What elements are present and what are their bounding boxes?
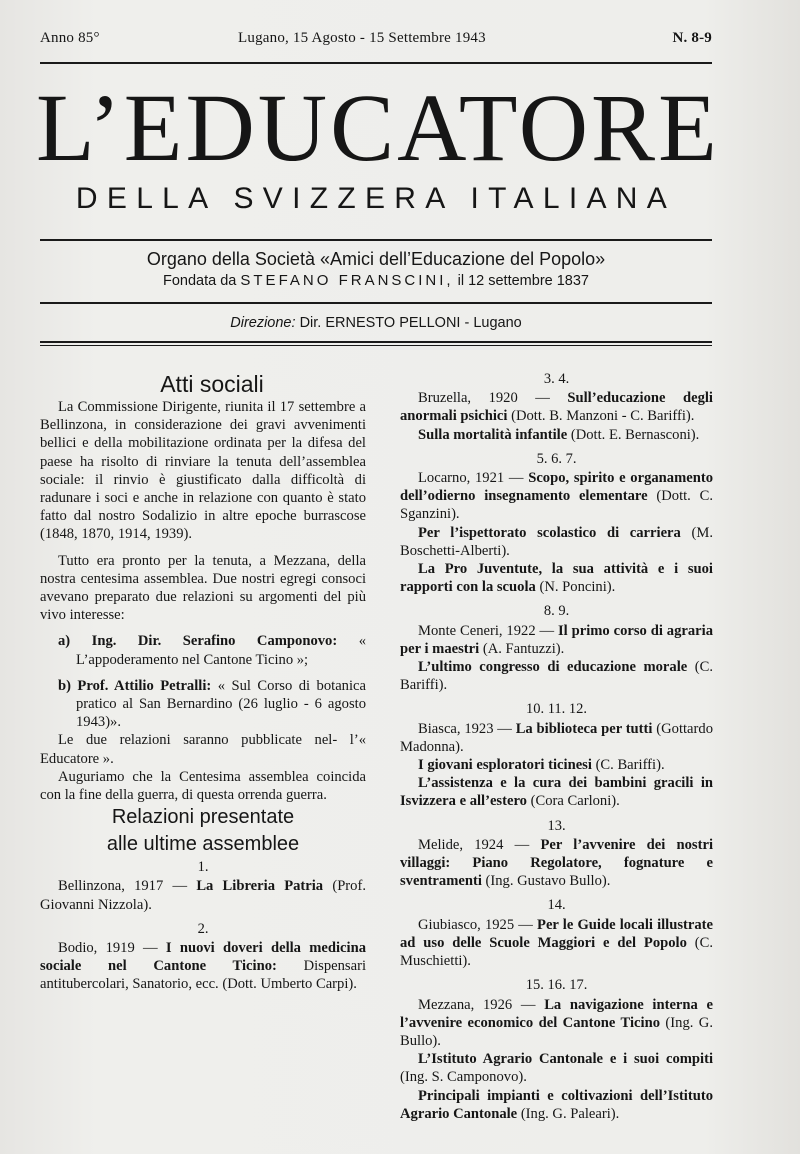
masthead-rule (40, 239, 712, 241)
entry-title: L’assistenza e la cura dei bambini gracili in Isvizzera e all’estero (400, 775, 713, 810)
organ-rule (40, 302, 712, 304)
entry-number: 1. (197, 859, 209, 876)
entry-author: (Cora Carloni). (530, 793, 620, 810)
entry-place: Biasca, 1923 — (418, 720, 512, 737)
entry-place: Bellinzona, 1917 — (58, 878, 188, 895)
masthead-title: L’EDUCATORE (36, 74, 720, 181)
entry-title: Principali impianti e coltivazioni dell’Istituto Agrario Cantonale (400, 1087, 713, 1122)
entry-11 (400, 756, 713, 774)
entry-author: (M. Boschetti-Alberti). (400, 524, 713, 559)
entry-number: 15. 16. 17. (525, 977, 588, 994)
atti-paragraph-3: Le due relazioni saranno pubblicate nel- l’« Educatore ». (40, 732, 366, 767)
entry-title: Per l’avvenire dei nostri villaggi: Piano Regolatore, fognature e sventramenti (400, 836, 713, 890)
top-rule (40, 62, 712, 64)
entry-place: Monte Ceneri, 1922 — (418, 622, 555, 639)
entry-author: (C. Bariffi). (400, 659, 713, 694)
entry-author: (Gottardo Madonna). (400, 720, 713, 755)
entry-author: (Dott. E. Bernasconi). (570, 426, 700, 443)
organ-line: Organo della Società «Amici dell’Educazione del Popolo» (146, 249, 606, 269)
founded-prefix: Fondata da (162, 273, 237, 289)
direzione-line (40, 315, 712, 331)
relazione-b-text: « Sul Corso di botanica pratico al San Bernardino (26 luglio - 6 agosto 1943)». (76, 677, 366, 731)
relazione-b-label: b) Prof. Attilio Petralli: (58, 677, 212, 694)
atti-sociali-heading: Atti sociali (160, 371, 264, 397)
entry-author: (Dott. B. Manzoni - C. Bariffi). (511, 408, 695, 425)
relazione-a-label: a) Ing. Dir. Serafino Camponovo: (58, 633, 338, 650)
entry-title: Il primo corso di agraria per i maestri (400, 622, 713, 657)
entry-title: I giovani esploratori ticinesi (418, 757, 592, 774)
entry-place: Bruzella, 1920 — (418, 390, 550, 407)
entry-6 (400, 524, 713, 560)
entry-number: 5. 6. 7. (536, 450, 577, 467)
atti-paragraph-1: La Commissione Dirigente, riunita il 17 settembre a Bellinzona, in considerazione dei gravi avvenimenti bellici e della mobilitazione ordinata per la difesa del paese ha risolto di rinviare la tenuta dell’assemblea sociale: il rinvio è giustificato dalla difficoltà di radunare i soci e anche in relazione con quanto è stato fatto dal nostro Sodalizio in altre epoche burrascose (1848, 1870, 1914, 1939). (40, 399, 366, 543)
entry-17 (400, 1087, 713, 1123)
entry-author: (N. Poncini). (539, 579, 616, 596)
entry-number: 13. (547, 817, 566, 834)
entry-12 (400, 774, 713, 810)
entry-author: (Ing. G. Bullo). (400, 1014, 713, 1049)
entry-number: 8. 9. (543, 603, 570, 620)
entry-details: Dispensari antitubercolari, Sanatorio, ecc. (Dott. Umberto Carpi). (40, 958, 366, 993)
atti-paragraph-2: Tutto era pronto per la tenuta, a Mezzana, della nostra centesima assemblea. Due nostri egregi consoci avevano preparato due relazioni su argomenti del più vivo interesse: (40, 552, 366, 624)
left-column (40, 370, 366, 994)
relazione-b (58, 677, 366, 732)
issue-number: N. 8-9 (672, 30, 712, 46)
entry-2 (40, 939, 366, 994)
entry-16 (400, 1050, 713, 1086)
entry-15 (400, 996, 713, 1051)
founded-line (40, 272, 712, 289)
relazione-a (58, 632, 366, 668)
issue-line (40, 30, 712, 50)
founder-name: STEFANO FRANSCINI, (240, 272, 454, 289)
entry-title: La Libreria Patria (196, 878, 324, 895)
entry-1 (40, 877, 366, 913)
entry-author: (Ing. S. Camponovo). (400, 1069, 527, 1086)
right-column (400, 370, 713, 1123)
relazioni-heading-line-2: alle ultime assemblee (106, 833, 300, 856)
masthead-subtitle: DELLA SVIZZERA ITALIANA (75, 182, 677, 215)
direzione-label: Direzione: (230, 315, 296, 331)
entry-author: (Dott. C. Sganzini). (400, 488, 714, 523)
founded-date: il 12 settembre 1837 (457, 273, 589, 289)
entry-7 (400, 560, 713, 596)
atti-paragraph-4: Auguriamo che la Centesima assemblea coincida con la fine della guerra, di questa orrenda guerra. (40, 768, 366, 804)
entry-10 (400, 720, 713, 756)
entry-number: 14. (547, 897, 566, 914)
entry-5 (400, 469, 713, 524)
relazioni-heading-line-1: Relazioni presentate (111, 806, 295, 829)
entry-author: (C. Bariffi). (595, 757, 665, 774)
entry-title: La biblioteca per tutti (515, 720, 653, 737)
double-rule-top (40, 341, 712, 343)
entry-number: 3. 4. (543, 371, 570, 387)
issue-year: Anno 85° (40, 30, 100, 46)
entry-title: Sulla mortalità infantile (418, 426, 568, 443)
entry-14 (400, 916, 713, 971)
entry-place: Bodio, 1919 — (58, 940, 158, 957)
entry-author: (Ing. G. Paleari). (520, 1105, 620, 1122)
entry-place: Giubiasco, 1925 — (418, 916, 533, 933)
entry-author: (A. Fantuzzi). (482, 640, 565, 657)
relazione-a-text: « L’appoderamento nel Cantone Ticino »; (76, 633, 366, 668)
entry-number: 10. 11. 12. (525, 701, 588, 718)
entry-13 (400, 836, 713, 891)
entry-author: (C. Muschietti). (400, 934, 713, 970)
entry-title: Per le Guide locali illustrate ad uso delle Scuole Maggiori e del Popolo (400, 916, 713, 951)
entry-title: Scopo, spirito e organamento dell’odierno insegnamento elementare (400, 470, 713, 505)
entry-title: La navigazione interna e l’avvenire economico del Cantone Ticino (400, 996, 713, 1031)
relazioni-heading (40, 804, 366, 858)
entry-4 (400, 426, 713, 444)
entry-title: L’Istituto Agrario Cantonale e i suoi compiti (418, 1051, 713, 1068)
entry-author: (Ing. Gustavo Bullo). (485, 873, 611, 890)
entry-number: 2. (197, 920, 209, 937)
entry-place: Melide, 1924 — (418, 836, 530, 853)
entry-title: I nuovi doveri della medicina sociale nel Cantone Ticino: (40, 940, 366, 975)
entry-title: L’ultimo congresso di educazione morale (418, 659, 688, 676)
entry-title: Sull’educazione degli anormali psichici (400, 390, 713, 425)
entry-3 (400, 389, 713, 425)
issue-date: Lugano, 15 Agosto - 15 Settembre 1943 (238, 30, 486, 46)
entry-place: Locarno, 1921 — (418, 470, 524, 487)
double-rule-bottom (40, 345, 712, 346)
direzione-name: Dir. ERNESTO PELLONI - Lugano (299, 315, 522, 331)
entry-title: La Pro Juventute, la sua attività e i suoi rapporti con la scuola (400, 561, 713, 596)
entry-title: Per l’ispettorato scolastico di carriera (418, 524, 681, 541)
entry-author: (Prof. Giovanni Nizzola). (40, 878, 366, 913)
entry-place: Mezzana, 1926 — (418, 996, 536, 1013)
entry-9 (400, 658, 713, 694)
entry-8 (400, 622, 713, 658)
